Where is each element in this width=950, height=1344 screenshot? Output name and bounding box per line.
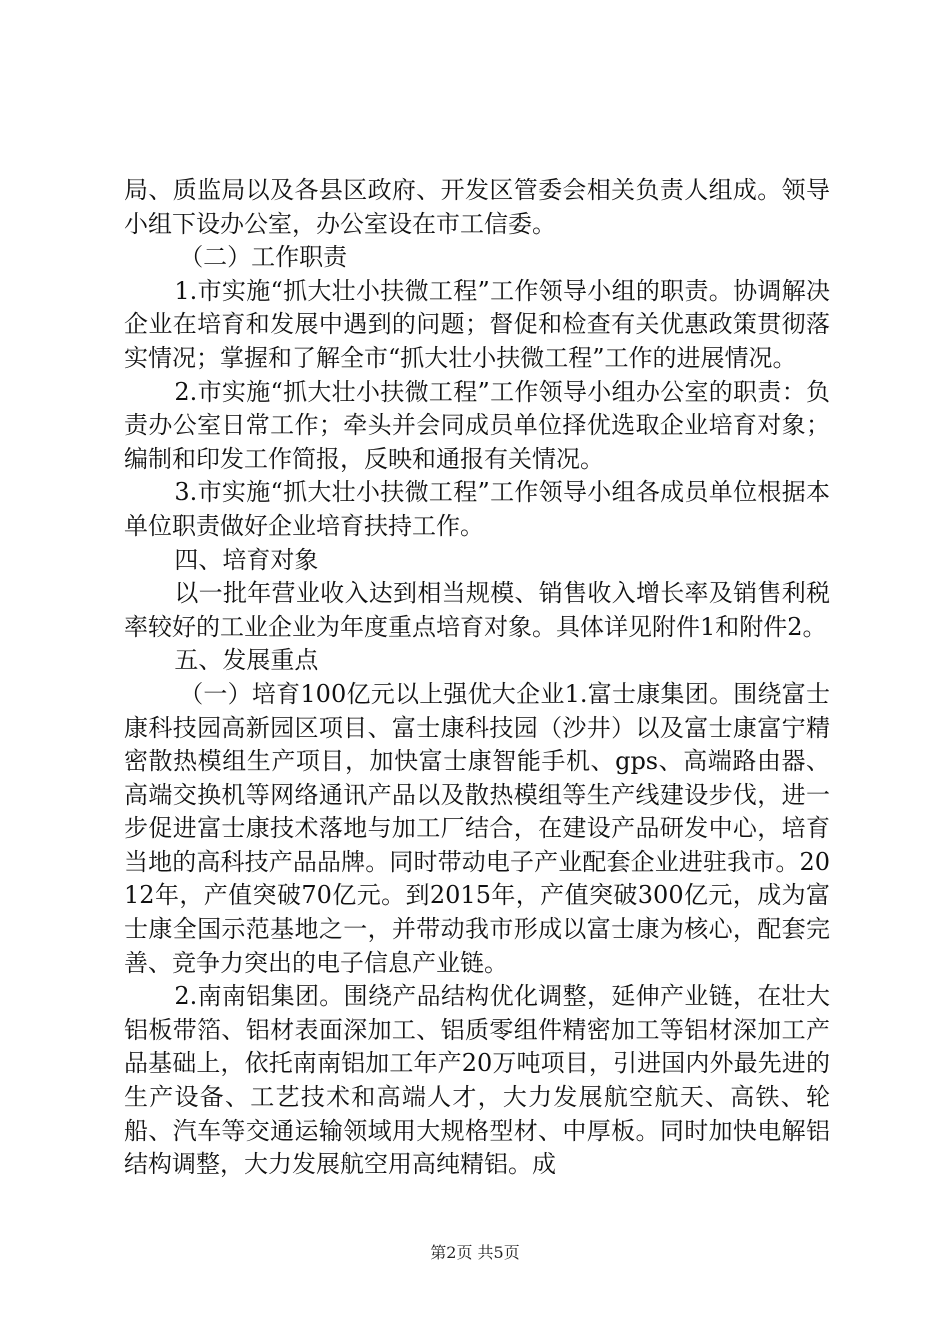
paragraph-nannan-aluminum: 2.南南铝集团。围绕产品结构优化调整，延伸产业链，在壮大铝板带箔、铝材表面深加工、铝质零组件精密加工等铝材深加工产品基础上，依托南南铝加工年产20万吨项目，引进国内外最先进的生产设备、工艺技术和高端人才，大力发展航空航天、高铁、轮船、汽车等交通运输领域用大规格型材、中厚板。同时加快电解铝结构调整，大力发展航空用高纯精铝。成 [124,982,830,1179]
paragraph-duty-1: 1.市实施“抓大壮小扶微工程”工作领导小组的职责。协调解决企业在培育和发展中遇到的问题；督促和检查有关优惠政策贯彻落实情况；掌握和了解全市“抓大壮小扶微工程”工作的进展情况。 [124,276,830,372]
document-body [124,174,830,1182]
paragraph-duty-2: 2.市实施“抓大壮小扶微工程”工作领导小组办公室的职责：负责办公室日常工作；牵头并会同成员单位择优选取企业培育对象；编制和印发工作简报，反映和通报有关情况。 [124,377,830,473]
paragraph-foxconn-group: （一）培育100亿元以上强优大企业1.富士康集团。围绕富士康科技园高新园区项目、富士康科技园（沙井）以及富士康富宁精密散热模组生产项目，加快富士康智能手机、gps、高端路由器、高端交换机等网络通讯产品以及散热模组等生产线建设步伐，进一步促进富士康技术落地与加工厂结合，在建设产品研发中心，培育当地的高科技产品品牌。同时带动电子产业配套企业进驻我市。2012年，产值突破70亿元。到2015年，产值突破300亿元，成为富士康全国示范基地之一，并带动我市形成以富士康为核心，配套完善、竞争力突出的电子信息产业链。 [124,679,830,977]
paragraph-cultivation-targets: 以一批年营业收入达到相当规模、销售收入增长率及销售利税率较好的工业企业为年度重点培育对象。具体详见附件1和附件2。 [124,579,830,641]
heading-work-duties: （二）工作职责 [179,243,348,272]
paragraph-duty-3: 3.市实施“抓大壮小扶微工程”工作领导小组各成员单位根据本单位职责做好企业培育扶持工作。 [124,478,830,540]
page-number-footer: 第2页 共5页 [430,1243,520,1262]
paragraph-leadership-group-composition: 局、质监局以及各县区政府、开发区管委会相关负责人组成。领导小组下设办公室，办公室设在市工信委。 [124,176,830,238]
heading-cultivation-targets: 四、培育对象 [174,545,319,574]
heading-development-focus: 五、发展重点 [174,646,319,675]
